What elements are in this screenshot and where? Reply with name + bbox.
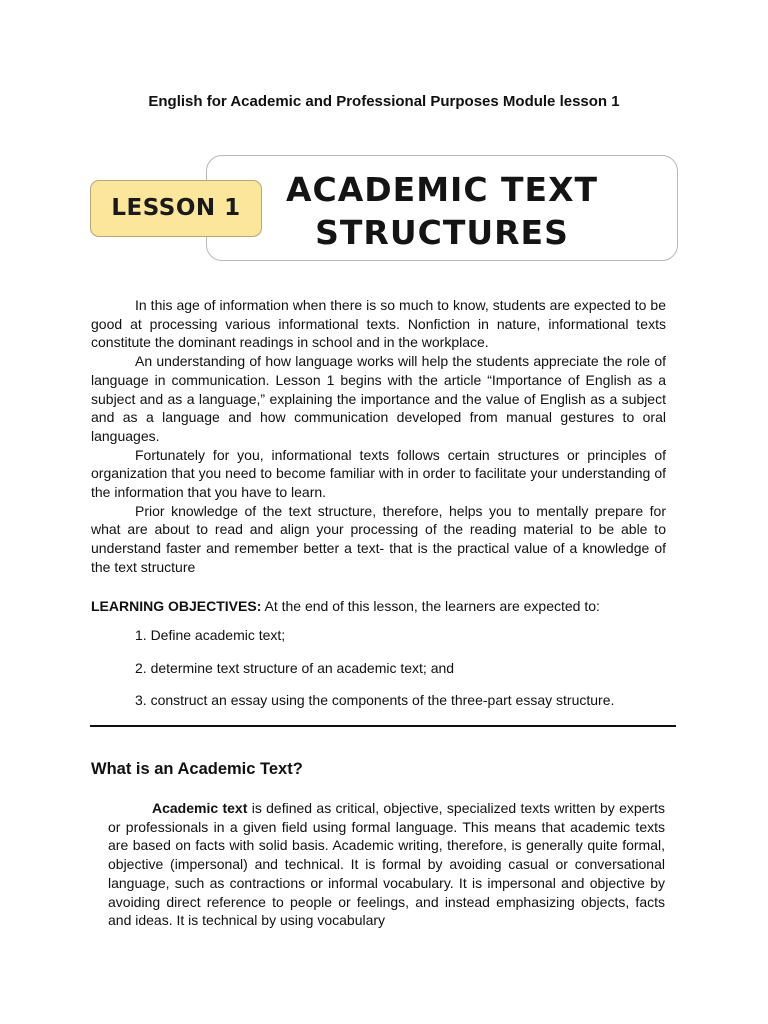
lesson-title-box [206, 155, 678, 261]
intro-section [91, 296, 666, 577]
definition-text: is defined as critical, objective, specialized texts written by experts or professionals in a given field using formal language. This means that academic texts are based on facts with solid basis. Academic writing, therefore, is generally quite formal, objective (impersonal) and technical. It is formal by avoiding casual or conversational language, such as contractions or informal vocabulary. It is impersonal and objective by avoiding direct reference to people or feelings, and instead emphasizing objects, facts and ideas. It is technical by using vocabulary [108, 800, 665, 929]
learning-objectives-label: LEARNING OBJECTIVES: [91, 598, 262, 614]
page-header: English for Academic and Professional Purposes Module lesson 1 [148, 93, 620, 110]
learning-objectives-intro: At the end of this lesson, the learners are expected to: [261, 598, 600, 614]
objective-item: 2. determine text structure of an academic text; and [135, 659, 455, 676]
intro-paragraph: An understanding of how language works will help the students appreciate the role of language in communication. Lesson 1 begins with the article “Importance of English as a subject and as a language,” explaining the importance and the value of English as a subject and as a language and how communication developed from manual gestures to oral languages. [91, 353, 666, 444]
objective-item: 1. Define academic text; [135, 627, 286, 643]
defined-term: Academic text [152, 800, 248, 816]
lesson-title [207, 168, 677, 254]
intro-paragraph: Fortunately for you, informational texts follows certain structures or principles of organization that you need to become familiar with in order to facilitate your understanding of the information that you have to learn. [91, 446, 666, 501]
lesson-banner [90, 155, 680, 265]
intro-paragraph: Prior knowledge of the text structure, therefore, helps you to mentally prepare for what are about to read and align your processing of the reading material to be able to understand faster and remember better a text- that is the practical value of a knowledge of the text structure [91, 502, 666, 575]
section-divider [90, 725, 676, 727]
learning-objectives-heading [91, 597, 671, 615]
lesson-title-line-2: STRUCTURES [315, 213, 569, 252]
lesson-title-line-1: ACADEMIC TEXT [285, 170, 599, 209]
section-heading: What is an Academic Text? [91, 760, 303, 778]
objective-item: 3. construct an essay using the components of the three-part essay structure. [135, 692, 615, 708]
intro-paragraph: In this age of information when there is so much to know, students are expected to be good at processing various informational texts. Nonfiction in nature, informational texts constitute the dominant readings in school and in the workplace. [91, 297, 666, 351]
learning-objectives-list [135, 626, 695, 724]
lesson-badge: LESSON 1 [90, 180, 262, 237]
section-body [108, 799, 665, 930]
